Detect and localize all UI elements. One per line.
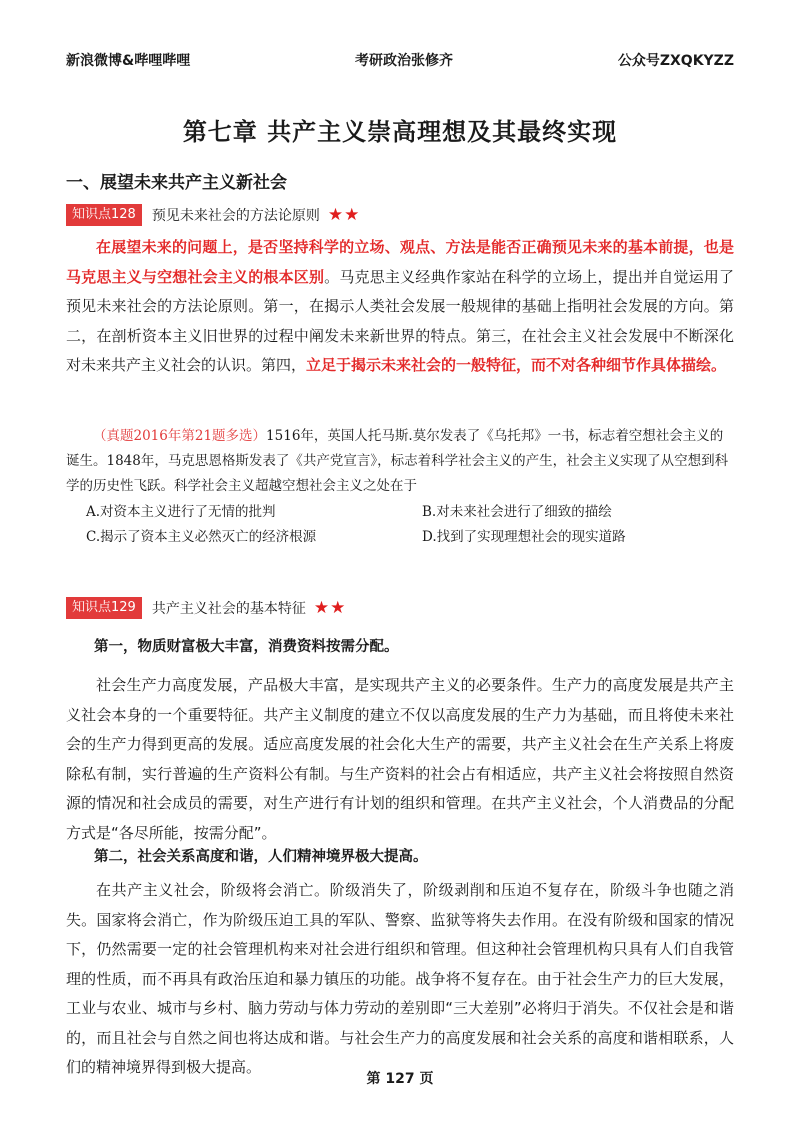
- kp128-red-text-1: 在展望未来的问题上，是否坚持科学的立场、观点、方法是能否正确预见未来的基本前提，也是马克思主义与空想社会主义的根本区别: [66, 238, 734, 286]
- exam-question: [66, 424, 734, 499]
- knowledge-point-129: [66, 597, 346, 619]
- page-number: 第 127 页: [366, 1071, 434, 1087]
- kp128-badge: 知识点128: [66, 204, 142, 226]
- section-title: 一、展望未来共产主义新社会: [66, 173, 287, 193]
- kp129-label: 共产主义社会的基本特征: [151, 601, 306, 617]
- knowledge-point-128: [66, 204, 360, 226]
- kp128-paragraph: [66, 233, 734, 381]
- kp128-stars: ★★: [327, 205, 361, 225]
- kp128-text: 。马克思主义经典作家站在科学的立场上，提出并自觉运用了预见未来社会的方法论原则。第一，在揭示人类社会发展一般规律的基础上指明社会发展的方向。第二，在剖析资本主义旧世界的过程中阐发未来新世界的特点。第三，在社会主义社会发展中不断深化对未来共产主义社会的认识。第四，: [66, 267, 734, 374]
- header-left: 新浪微博&哔哩哔哩: [66, 53, 191, 69]
- header-center: 考研政治张修齐: [355, 53, 454, 69]
- option-a: A.对资本主义进行了无情的批判: [86, 504, 276, 520]
- kp128-label: 预见未来社会的方法论原则: [151, 208, 320, 224]
- kp129-badge: 知识点129: [66, 597, 142, 619]
- option-c: C.揭示了资本主义必然灭亡的经济根源: [86, 529, 317, 545]
- header-right: 公众号ZXQKYZZ: [617, 53, 734, 69]
- kp129-subheading-1: 第一，物质财富极大丰富，消费资料按需分配。: [94, 639, 399, 655]
- kp129-paragraph-2: 在共产主义社会，阶级将会消亡。阶级消失了，阶级剥削和压迫不复存在，阶级斗争也随之消失。国家将会消亡，作为阶级压迫工具的军队、警察、监狱等将失去作用。在没有阶级和国家的情况下，仍然需要一定的社会管理机构来对社会进行组织和管理。但这种社会管理机构只具有人们自我管理的性质，而不再具有政治压迫和暴力镇压的功能。战争将不复存在。由于社会生产力的巨大发展，工业与农业、城市与乡村、脑力劳动与体力劳动的差别即“三大差别”必将归于消失。不仅社会是和谐的，而且社会与自然之间也将达成和谐。与社会生产力的高度发展和社会关系的高度和谐相联系，人们的精神境界得到极大提高。: [66, 881, 734, 1076]
- chapter-title: 第七章 共产主义崇高理想及其最终实现: [182, 118, 618, 146]
- kp128-end: 。: [711, 356, 727, 374]
- kp129-subheading-2: 第二，社会关系高度和谐，人们精神境界极大提高。: [94, 849, 428, 865]
- page-header: [66, 50, 734, 70]
- question-source: （真题2016年第21题多选）: [93, 428, 267, 444]
- question-options: [86, 500, 686, 550]
- option-b: B.对未来社会进行了细致的描绘: [422, 504, 612, 520]
- kp129-paragraph-1: 社会生产力高度发展，产品极大丰富，是实现共产主义的必要条件。生产力的高度发展是共产主义社会本身的一个重要特征。共产主义制度的建立不仅以高度发展的生产力为基础，而且将使未来社会的生产力得到更高的发展。适应高度发展的社会化大生产的需要，共产主义社会在生产关系上将废除私有制，实行普遍的生产资料公有制。与生产资料的社会占有相适应，共产主义社会将按照自然资源的情况和社会成员的需要，对生产进行有计划的组织和管理。在共产主义社会，个人消费品的分配方式是“各尽所能，按需分配”。: [66, 676, 734, 842]
- option-d: D.找到了实现理想社会的现实道路: [422, 529, 626, 545]
- kp129-stars: ★★: [313, 598, 347, 618]
- kp128-red-text-2: 立足于揭示未来社会的一般特征，而不对各种细节作具体描绘: [306, 356, 712, 374]
- question-stem: 1516年，英国人托马斯.莫尔发表了《乌托邦》一书，标志着空想社会主义的诞生。1848年，马克思恩格斯发表了《共产党宣言》，标志着科学社会主义的产生，社会主义实现了从空想到科学的历史性飞跃。科学社会主义超越空想社会主义之处在于: [66, 428, 729, 494]
